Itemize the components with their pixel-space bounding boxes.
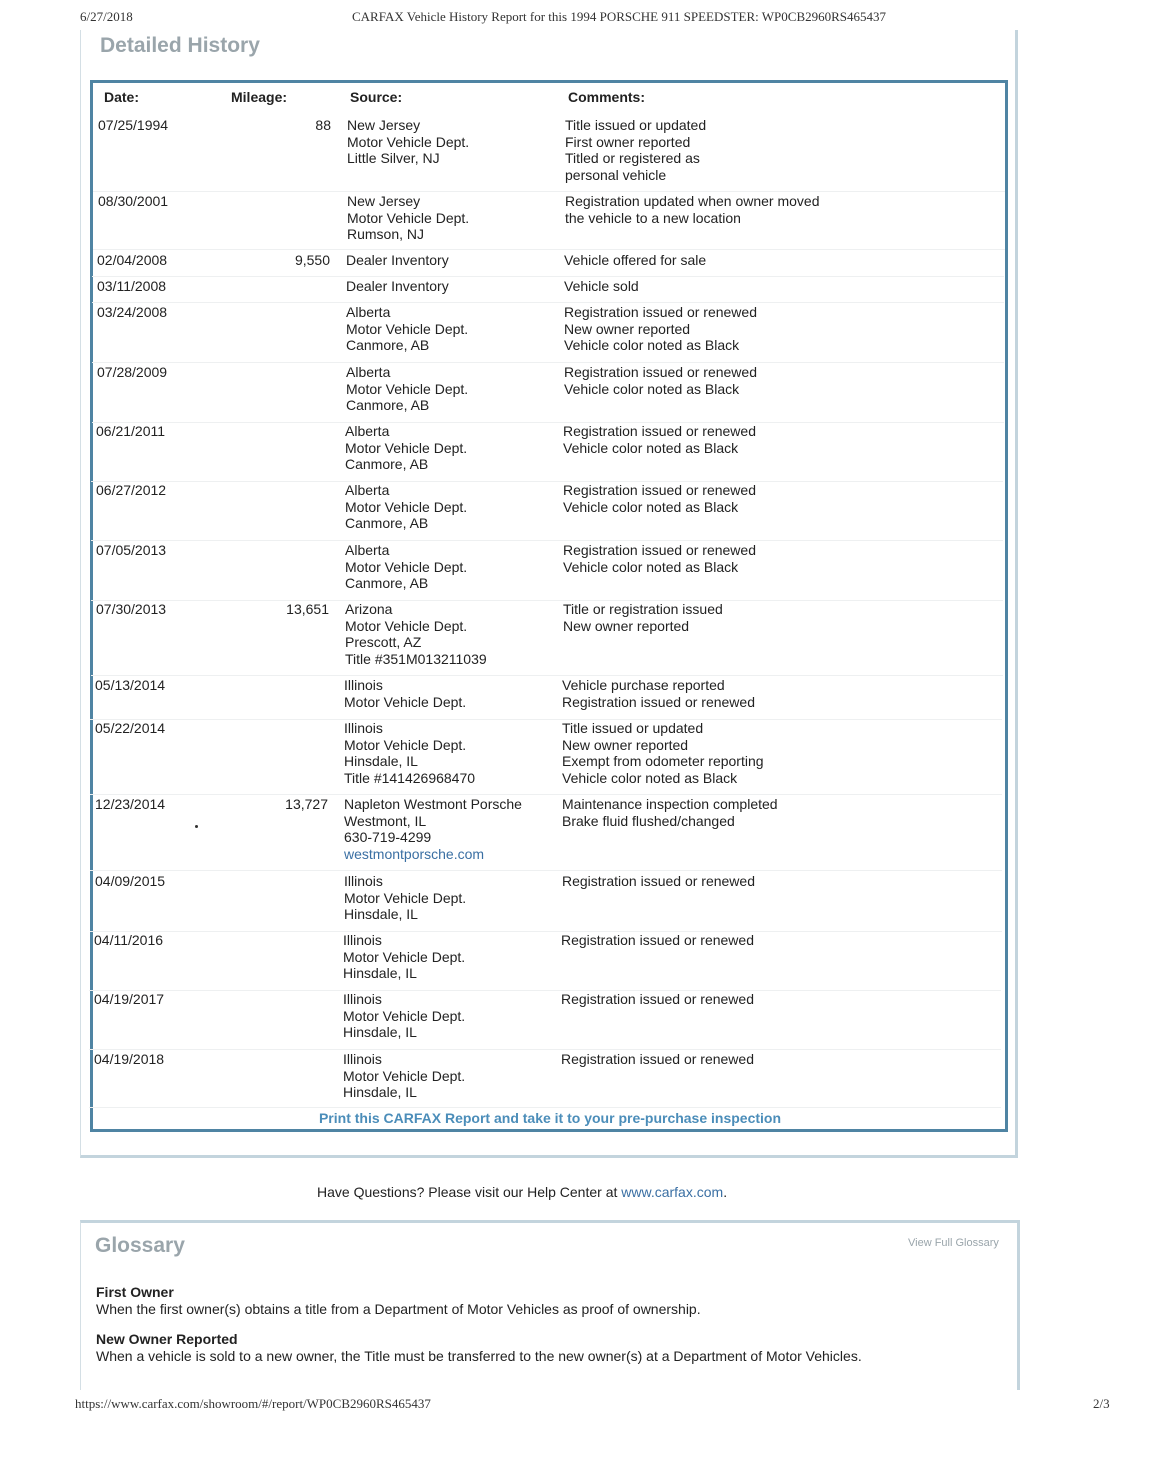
source-line: Illinois [343,991,382,1007]
source-line: Rumson, NJ [347,226,425,243]
print-report-link[interactable]: Print this CARFAX Report and take it to your pre-purchase inspection [318,1110,782,1126]
source-line: Prescott, AZ [345,634,422,651]
source-line: Dealer Inventory [346,278,449,294]
source-line: Illinois [344,873,383,889]
comment-line: First owner reported [565,133,691,150]
glossary-term: First Owner [96,1284,174,1300]
source-line: Motor Vehicle Dept. [343,1067,466,1084]
comment-line: Title issued or updated [562,720,704,736]
row-mileage: 13,651 [286,601,329,617]
comment-line: Brake fluid flushed/changed [562,812,735,829]
source-line: New Jersey [347,117,421,133]
row-date: 04/19/2017 [94,991,165,1007]
source-line: Napleton Westmont Porsche [344,796,522,812]
row-mileage: 9,550 [294,252,330,268]
source-line: Motor Vehicle Dept. [343,1007,466,1024]
row-date: 03/24/2008 [97,304,168,320]
history-row [92,278,1004,303]
comment-line: New owner reported [562,736,689,753]
comment-line: Title or registration issued [563,601,723,617]
row-mileage: 88 [315,117,331,133]
history-row [92,304,1004,363]
help-text: Have Questions? Please visit our Help Center at [317,1184,622,1200]
comment-line: Vehicle color noted as Black [564,337,740,354]
comment-line: Title issued or updated [565,117,707,133]
glossary-title: Glossary [95,1234,185,1257]
row-source [344,720,475,786]
source-line: Motor Vehicle Dept. [344,736,467,753]
comment-line: Registration issued or renewed [564,304,757,320]
source-line: Canmore, AB [346,337,430,354]
source-line: Illinois [343,1051,382,1067]
help-suffix: . [723,1184,728,1200]
source-line: Canmore, AB [345,575,429,592]
comment-line: Registration issued or renewed [563,423,756,439]
comment-line: Titled or registered as [565,150,700,167]
row-source [343,991,465,1041]
history-row [91,482,1003,541]
comment-line: Exempt from odometer reporting [562,753,764,770]
source-line: Title #141426968470 [344,769,476,786]
comment-line: Registration issued or renewed [562,693,755,710]
source-line: Little Silver, NJ [347,150,440,167]
comment-line: Vehicle color noted as Black [562,769,738,786]
print-header-date: 6/27/2018 [80,9,133,24]
comment-line: Vehicle offered for sale [564,252,707,268]
row-mileage: 13,727 [285,796,328,812]
row-date: 12/23/2014 [95,796,166,812]
row-date: 04/19/2018 [94,1051,165,1067]
row-source [345,601,487,667]
row-comments [564,364,757,397]
source-line: Alberta [346,304,391,320]
row-date: 06/27/2012 [96,482,167,498]
history-row [89,932,1001,991]
comment-line: New owner reported [564,320,691,337]
help-center-link[interactable]: www.carfax.com [621,1184,724,1200]
source-line: Hinsdale, IL [344,753,418,770]
column-header-mileage: Mileage: [231,89,288,105]
row-date: 03/11/2008 [97,278,167,294]
source-line: Illinois [343,932,382,948]
history-row [91,423,1003,482]
source-line: New Jersey [347,193,421,209]
row-comments [563,542,756,575]
history-row [90,873,1002,932]
comment-line: Vehicle purchase reported [562,677,725,693]
row-source [345,542,467,592]
comment-line: personal vehicle [565,166,667,183]
source-line: Motor Vehicle Dept. [346,380,469,397]
scan-speck [195,825,198,828]
row-date: 02/04/2008 [97,252,168,268]
row-source [345,423,467,473]
source-line: Motor Vehicle Dept. [345,498,468,515]
glossary-term: New Owner Reported [96,1331,238,1347]
row-comments [563,423,756,456]
row-date: 07/28/2009 [97,364,168,380]
row-date: 07/05/2013 [96,542,167,558]
glossary-definition: When the first owner(s) obtains a title from a Department of Motor Vehicles as proof of ownership. [96,1301,701,1317]
source-line: Illinois [344,677,383,693]
row-source [344,677,466,710]
row-date: 05/22/2014 [95,720,166,736]
source-line: Alberta [345,423,390,439]
row-comments [561,1051,754,1068]
history-row [90,720,1002,795]
source-line: Hinsdale, IL [343,965,417,982]
source-line: Motor Vehicle Dept. [344,889,467,906]
comment-line: Registration issued or renewed [562,873,755,889]
row-comments [563,601,723,634]
row-source [343,932,465,982]
row-source [346,252,449,269]
source-line: Motor Vehicle Dept. [347,133,470,150]
source-line: Motor Vehicle Dept. [344,693,467,710]
comment-line: Registration issued or renewed [561,1051,754,1067]
row-date: 05/13/2014 [95,677,166,693]
source-line: Alberta [346,364,391,380]
row-source [346,304,468,354]
history-row [90,796,1002,871]
row-date: 06/21/2011 [96,423,166,439]
source-line: Hinsdale, IL [344,906,418,923]
comment-line: the vehicle to a new location [565,209,741,226]
comment-line: New owner reported [563,617,690,634]
history-row [92,252,1004,277]
source-line: Title #351M013211039 [345,650,487,667]
dealer-website-link[interactable]: westmontporsche.com [344,845,485,862]
row-source [345,482,467,532]
source-line: Canmore, AB [346,397,430,414]
row-date: 08/30/2001 [98,193,169,209]
source-line: Westmont, IL [344,812,427,829]
glossary-definition: When a vehicle is sold to a new owner, the Title must be transferred to the new owner(s) at a Department of Motor Vehicles. [96,1348,862,1364]
source-line: Motor Vehicle Dept. [345,558,468,575]
history-row [91,601,1003,676]
source-line: Alberta [345,482,390,498]
row-comments [562,677,755,710]
comment-line: Maintenance inspection completed [562,796,778,812]
row-date: 07/25/1994 [98,117,169,133]
comment-line: Registration updated when owner moved [565,193,820,209]
row-date: 04/11/2016 [94,932,164,948]
row-source [347,117,469,167]
comment-line: Registration issued or renewed [561,991,754,1007]
comment-line: Vehicle color noted as Black [563,439,739,456]
comment-line: Vehicle sold [564,278,639,294]
history-row [93,193,1005,250]
row-comments [562,873,755,890]
source-line: Hinsdale, IL [343,1024,417,1041]
row-source [343,1051,465,1101]
print-footer-url: https://www.carfax.com/showroom/#/report/WP0CB2960RS465437 [75,1396,431,1411]
row-comments [562,796,778,829]
row-source [346,278,449,295]
history-row [90,677,1002,720]
comment-line: Registration issued or renewed [561,932,754,948]
row-source [344,873,466,923]
row-source [346,364,468,414]
row-comments [564,304,757,354]
row-comments [564,252,706,269]
source-line: Illinois [344,720,383,736]
row-date: 04/09/2015 [95,873,166,889]
row-comments [561,932,754,949]
comment-line: Vehicle color noted as Black [563,498,739,515]
comment-line: Vehicle color noted as Black [564,380,740,397]
row-source [347,193,469,243]
history-row [89,1051,1001,1108]
row-comments [561,991,754,1008]
source-line: Canmore, AB [345,456,429,473]
row-date: 07/30/2013 [96,601,167,617]
detailed-history-title: Detailed History [100,34,260,57]
row-comments [563,482,756,515]
comment-line: Vehicle color noted as Black [563,558,739,575]
source-line: 630-719-4299 [344,829,432,846]
row-comments [565,117,706,183]
help-center-line [317,1184,727,1200]
source-line: Alberta [345,542,390,558]
print-header-title: CARFAX Vehicle History Report for this 1994 PORSCHE 911 SPEEDSTER: WP0CB2960RS465437 [352,9,887,24]
source-line: Canmore, AB [345,515,429,532]
source-line: Dealer Inventory [346,252,449,268]
comment-line: Registration issued or renewed [563,542,756,558]
print-footer-page-number: 2/3 [1093,1396,1110,1411]
comment-line: Registration issued or renewed [564,364,757,380]
source-line: Motor Vehicle Dept. [346,320,469,337]
source-line: Motor Vehicle Dept. [347,209,470,226]
history-row [91,542,1003,601]
history-row [89,991,1001,1050]
row-comments [564,278,639,295]
history-row [92,364,1004,423]
row-source [344,796,522,862]
row-comments [565,193,820,226]
row-comments [562,720,764,786]
column-header-date: Date: [104,89,140,105]
view-full-glossary-link[interactable]: View Full Glossary [908,1237,999,1249]
comment-line: Registration issued or renewed [563,482,756,498]
column-header-comments: Comments: [568,89,646,105]
source-line: Motor Vehicle Dept. [343,948,466,965]
source-line: Arizona [345,601,393,617]
history-row [93,117,1005,192]
source-line: Motor Vehicle Dept. [345,439,468,456]
source-line: Motor Vehicle Dept. [345,617,468,634]
source-line: Hinsdale, IL [343,1084,417,1101]
column-header-source: Source: [350,89,403,105]
